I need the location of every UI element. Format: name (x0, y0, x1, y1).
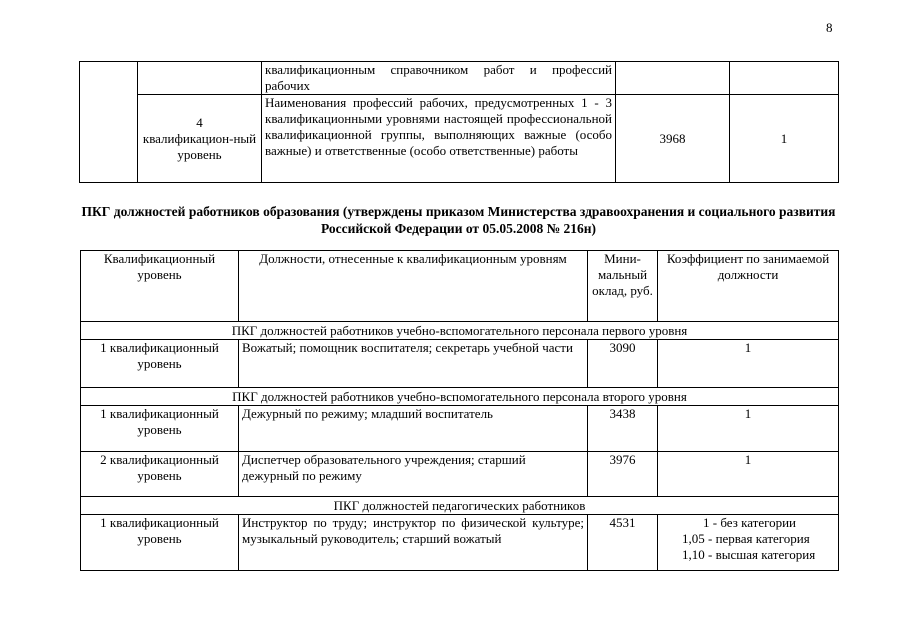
page-number: 8 (826, 20, 833, 35)
level-cell (81, 515, 239, 571)
group-title: ПКГ должностей работников учебно-вспомогательного персонала второго уровня (81, 388, 839, 406)
coefficient-cell: 1 (730, 95, 839, 183)
positions-cell: Инструктор по труду; инструктор по физической культуре; музыкальный руководитель; старший вожатый (239, 515, 588, 571)
header-row (81, 251, 839, 322)
salary-cell: 3090 (588, 340, 658, 388)
group-title: ПКГ должностей работников учебно-вспомогательного персонала первого уровня (81, 322, 839, 340)
description-cell: Наименования профессий рабочих, предусмотренных 1 - 3 квалификационными уровнями настоящей профессиональной квалификационной группы, выполняющих важные (особо важные) и ответственные (особо ответственные) работы (262, 95, 616, 183)
level-line: уровень (137, 356, 182, 371)
coefficient-cell (658, 515, 839, 571)
positions-cell: Диспетчер образовательного учреждения; старший дежурный по режиму (239, 452, 588, 497)
header-level: Квалификационный уровень (81, 251, 239, 322)
table-row (80, 62, 839, 95)
coefficient-line: 1,05 - первая категория (682, 531, 810, 546)
table-row (81, 452, 839, 497)
level-cell (138, 62, 262, 95)
level-cell (81, 340, 239, 388)
coefficient-cell: 1 (658, 452, 839, 497)
salary-cell: 3968 (616, 95, 730, 183)
level-line: 1 квалификационный (100, 515, 219, 530)
level-text: квалификацион-ный уровень (142, 130, 257, 162)
salary-cell: 4531 (588, 515, 658, 571)
section-title: ПКГ должностей работников образования (утверждены приказом Министерства здравоохранения и социального развития Российской Федерации от 05.05.2008 № 216н) (81, 204, 836, 236)
coefficient-line: 1 - без категории (703, 515, 797, 530)
level-line: уровень (137, 468, 182, 483)
education-positions-table (80, 250, 839, 571)
level-cell (81, 406, 239, 452)
group-title: ПКГ должностей педагогических работников (81, 497, 839, 515)
group-row (81, 322, 839, 340)
table-row (81, 340, 839, 388)
salary-cell (616, 62, 730, 95)
coefficient-cell: 1 (658, 340, 839, 388)
coefficient-line: 1,10 - высшая категория (682, 547, 816, 562)
level-line: 1 квалификационный (100, 406, 219, 421)
header-coefficient: Коэффициент по занимаемой должности (658, 251, 839, 322)
header-salary: Мини-мальный оклад, руб. (588, 251, 658, 322)
coefficient-cell: 1 (658, 406, 839, 452)
level-cell (138, 95, 262, 183)
description-cell: квалификационным справочником работ и профессий рабочих (262, 62, 616, 95)
group-row (81, 497, 839, 515)
salary-cell: 3976 (588, 452, 658, 497)
header-positions: Должности, отнесенные к квалификационным уровням (239, 251, 588, 322)
positions-cell: Вожатый; помощник воспитателя; секретарь учебной части (239, 340, 588, 388)
level-line: 2 квалификационный (100, 452, 219, 467)
salary-cell: 3438 (588, 406, 658, 452)
level-line: уровень (137, 422, 182, 437)
level-cell (81, 452, 239, 497)
empty-cell (80, 62, 138, 183)
level-number: 4 (196, 114, 203, 130)
table-row (81, 515, 839, 571)
table-row (81, 406, 839, 452)
level-line: 1 квалификационный (100, 340, 219, 355)
level-line: уровень (137, 531, 182, 546)
table-row (80, 95, 839, 183)
group-row (81, 388, 839, 406)
continued-table (79, 61, 839, 183)
coefficient-cell (730, 62, 839, 95)
positions-cell: Дежурный по режиму; младший воспитатель (239, 406, 588, 452)
